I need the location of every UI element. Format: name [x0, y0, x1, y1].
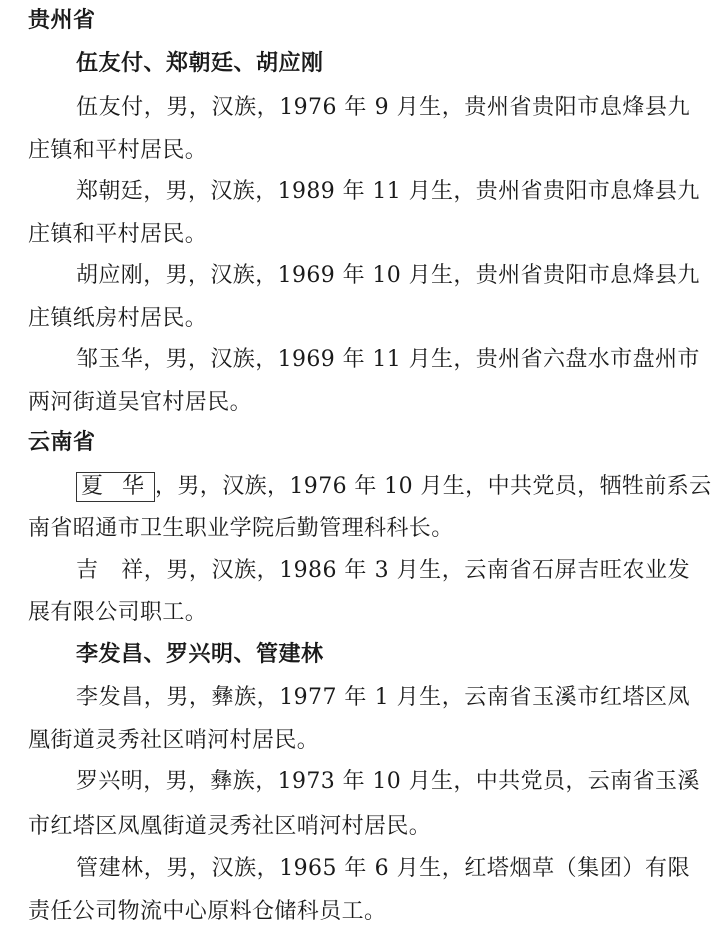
highlighted-name-box: 夏 华 [76, 472, 155, 502]
group-title-yunnan: 李发昌、罗兴明、管建林 [76, 642, 324, 667]
entry-line2: 展有限公司职工。 [28, 600, 208, 625]
entry-line1: 管建林，男，汉族，1965 年 6 月生，红塔烟草（集团）有限 [76, 856, 690, 881]
province-heading-guizhou: 贵州省 [28, 8, 96, 33]
entry-line1: 伍友付，男，汉族，1976 年 9 月生，贵州省贵阳市息烽县九 [76, 95, 690, 120]
entry-line2: 责任公司物流中心原料仓储科员工。 [28, 899, 387, 924]
province-heading-yunnan: 云南省 [28, 430, 96, 455]
entry-line2: 市红塔区凤凰街道灵秀社区哨河村居民。 [28, 814, 432, 839]
entry-line2: 庄镇和平村居民。 [28, 138, 208, 163]
entry-line1: 胡应刚，男，汉族，1969 年 10 月生，贵州省贵阳市息烽县九 [76, 263, 700, 288]
entry-line1: 罗兴明，男，彝族，1973 年 10 月生，中共党员，云南省玉溪 [76, 769, 700, 794]
entry-line2: 南省昭通市卫生职业学院后勤管理科科长。 [28, 516, 454, 541]
entry-line2: 两河街道吴官村居民。 [28, 390, 253, 415]
entry-line2: 庄镇纸房村居民。 [28, 306, 208, 331]
entry-line1: 邹玉华，男，汉族，1969 年 11 月生，贵州省六盘水市盘州市 [76, 347, 700, 372]
entry-line1: 李发昌，男，彝族，1977 年 1 月生，云南省玉溪市红塔区凤 [76, 685, 690, 710]
entry-line2: 庄镇和平村居民。 [28, 222, 208, 247]
entry-line1-rest: ，男，汉族，1976 年 10 月生，中共党员，牺牲前系云 [155, 474, 712, 499]
entry-line1: 郑朝廷，男，汉族，1989 年 11 月生，贵州省贵阳市息烽县九 [76, 179, 700, 204]
entry-line2: 凰街道灵秀社区哨河村居民。 [28, 728, 320, 753]
entry-line1: 吉 祥，男，汉族，1986 年 3 月生，云南省石屏吉旺农业发 [76, 558, 690, 583]
entry-line1 [76, 472, 712, 502]
group-title-guizhou: 伍友付、郑朝廷、胡应刚 [76, 51, 324, 76]
